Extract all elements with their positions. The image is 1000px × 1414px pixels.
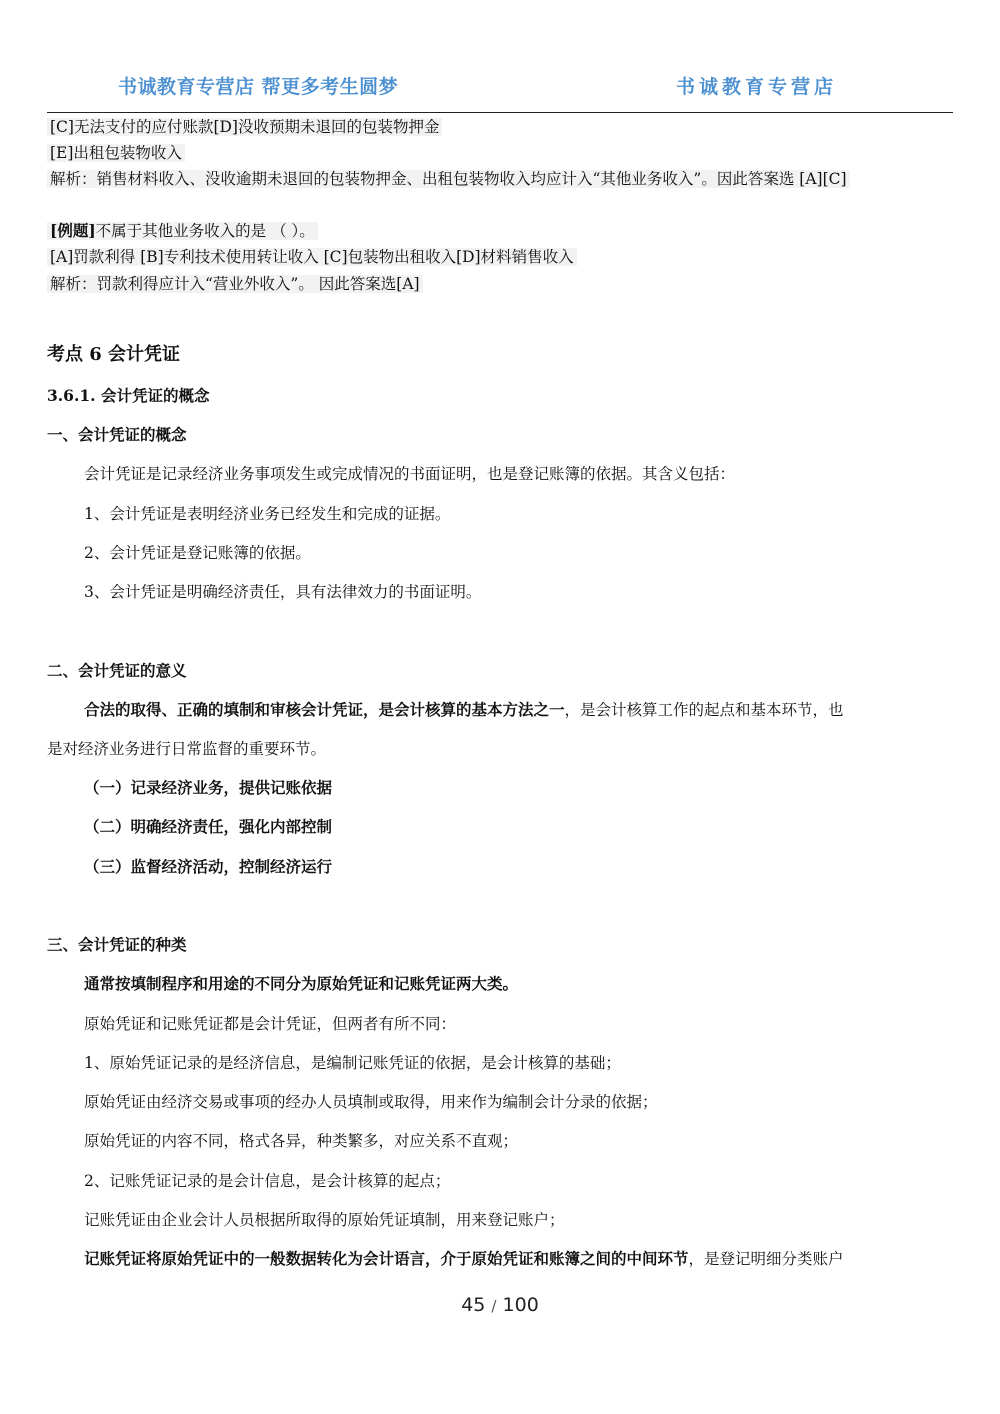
part1-point-1: 1、会计凭证是表明经济业务已经发生和完成的证据。 (84, 505, 451, 523)
part3-emphasis: 记账凭证将原始凭证中的一般数据转化为会计语言，介于原始凭证和账簿之间的中间环节 (84, 1249, 689, 1268)
part3-line-5: 2、记账凭证记录的是会计信息，是会计核算的起点； (84, 1172, 451, 1190)
part3-line-7 (84, 1248, 844, 1270)
option-line-e (47, 142, 185, 164)
part3-heading: 三、会计凭证的种类 (47, 935, 187, 954)
example-question: 不属于其他业务收入的是 （ ）。 (95, 222, 315, 240)
subsection-title: 3.6.1. 会计凭证的概念 (47, 386, 210, 405)
part3-line-3: 原始凭证由经济交易或事项的经办人员填制或取得，用来作为编制会计分录的依据； (84, 1093, 658, 1111)
analysis-line (47, 168, 850, 190)
part1-point-3: 3、会计凭证是明确经济责任，具有法律效力的书面证明。 (84, 583, 482, 601)
part3-lead: 通常按填制程序和用途的不同分为原始凭证和记账凭证两大类。 (84, 974, 519, 993)
part1-point-2: 2、会计凭证是登记账簿的依据。 (84, 544, 311, 562)
part2-paragraph-cont: 是对经济业务进行日常监督的重要环节。 (47, 740, 327, 758)
example-question-line (47, 220, 318, 242)
option-text: [E]出租包装物收入 (47, 144, 185, 162)
header-left-text: 书诚教育专营店 帮更多考生圆梦 (118, 76, 399, 98)
part3-text: ，是登记明细分类账户 (688, 1250, 844, 1268)
example-tag: [例题] (50, 221, 96, 240)
option-line-c-d (47, 116, 442, 138)
part2-text: ，是会计核算工作的起点和基本环节，也 (564, 701, 844, 719)
part3-line-4: 原始凭证的内容不同，格式各异，种类繁多，对应关系不直观； (84, 1132, 519, 1150)
part2-item-3: （三）监督经济活动，控制经济运行 (84, 857, 333, 876)
part2-item-1: （一）记录经济业务，提供记账依据 (84, 778, 333, 797)
example-options: [A]罚款利得 [B]专利技术使用转让收入 [C]包装物出租收入[D]材料销售收入 (47, 248, 577, 266)
header-divider (47, 112, 953, 113)
part2-paragraph (84, 699, 844, 721)
part3-line-1: 原始凭证和记账凭证都是会计凭证，但两者有所不同： (84, 1015, 457, 1033)
option-text: [C]无法支付的应付账款[D]没收预期未退回的包装物押金 (47, 118, 442, 136)
part2-emphasis: 合法的取得、正确的填制和审核会计凭证，是会计核算的基本方法之一 (84, 700, 565, 719)
current-page: 45 (461, 1294, 486, 1316)
example-analysis-line (47, 273, 423, 295)
header-right-text: 书诚教育专营店 (676, 76, 838, 98)
section-title: 考点 6 会计凭证 (47, 344, 181, 365)
example-options-line (47, 246, 577, 268)
total-pages: 100 (502, 1294, 539, 1316)
part3-line-2: 1、原始凭证记录的是经济信息，是编制记账凭证的依据，是会计核算的基础； (84, 1054, 621, 1072)
example-analysis: 解析：罚款利得应计入“营业外收入”。 因此答案选[A] (47, 275, 423, 293)
page-separator: / (491, 1297, 497, 1315)
part1-heading: 一、会计凭证的概念 (47, 425, 187, 444)
part3-line-6: 记账凭证由企业会计人员根据所取得的原始凭证填制，用来登记账户； (84, 1211, 565, 1229)
part2-heading: 二、会计凭证的意义 (47, 661, 187, 680)
part1-paragraph: 会计凭证是记录经济业务事项发生或完成情况的书面证明，也是登记账簿的依据。其含义包括： (84, 465, 736, 483)
page-number (0, 1294, 1000, 1316)
analysis-text: 解析：销售材料收入、没收逾期未退回的包装物押金、出租包装物收入均应计入“其他业务收入”。因此答案选 [A][C] (47, 170, 850, 188)
part2-item-2: （二）明确经济责任，强化内部控制 (84, 817, 333, 836)
